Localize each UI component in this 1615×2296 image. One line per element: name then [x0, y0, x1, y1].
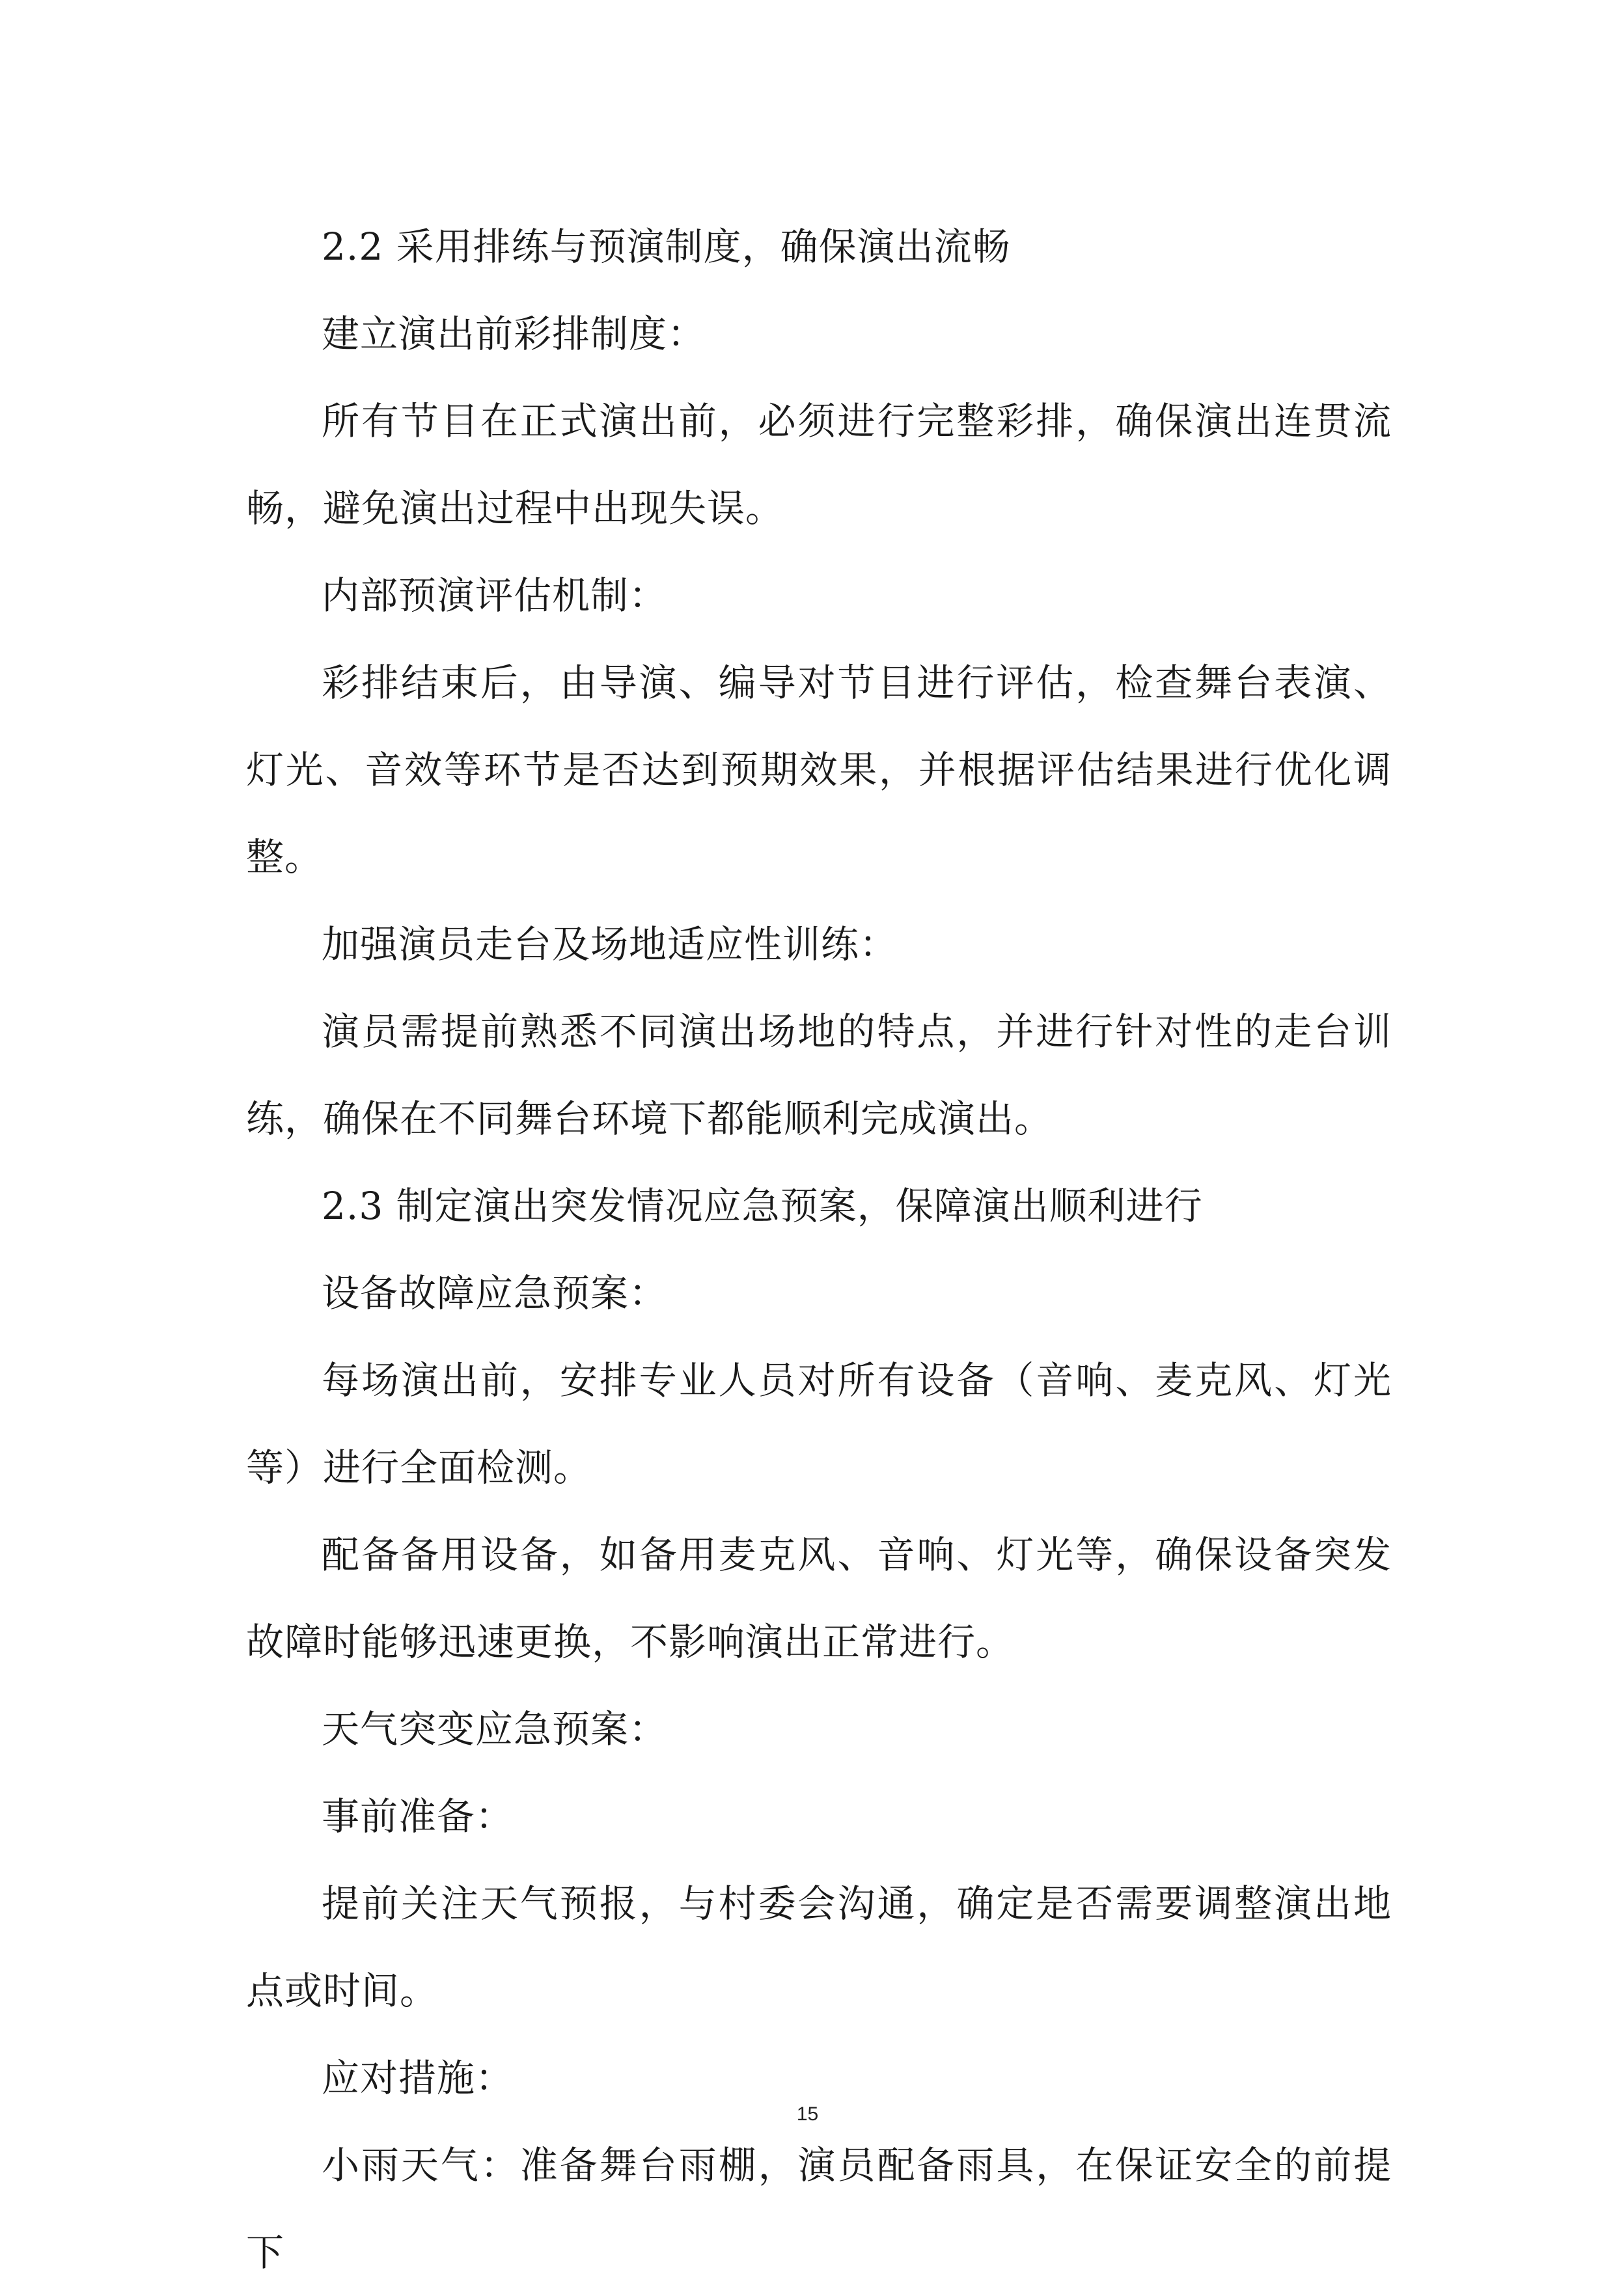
subheading-equipment-failure: 设备故障应急预案： — [322, 1271, 668, 1315]
subheading-weather-plan: 天气突变应急预案： — [322, 1707, 668, 1751]
document-body — [246, 203, 1392, 2296]
section-heading-2-2: 2.2 采用排练与预演制度，确保演出流畅 — [322, 225, 1011, 269]
paragraph-equipment-check: 每场演出前，安排专业人员对所有设备（音响、麦克风、灯光等）进行全面检测。 — [246, 1358, 1392, 1490]
paragraph-weather-forecast: 提前关注天气预报，与村委会沟通，确定是否需要调整演出地点或时间。 — [246, 1881, 1392, 2013]
paragraph-evaluation: 彩排结束后，由导演、编导对节目进行评估，检查舞台表演、灯光、音效等环节是否达到预期效果，并根据评估结果进行优化调整。 — [246, 661, 1392, 879]
paragraph-light-rain: 小雨天气：准备舞台雨棚，演员配备雨具，在保证安全的前提下 — [246, 2143, 1392, 2275]
page-number: 15 — [796, 2103, 819, 2125]
subheading-preparation: 事前准备： — [322, 1794, 514, 1838]
subheading-measures: 应对措施： — [322, 2056, 514, 2100]
paragraph-full-rehearsal: 所有节目在正式演出前，必须进行完整彩排，确保演出连贯流畅，避免演出过程中出现失误。 — [246, 399, 1392, 530]
subheading-stage-training: 加强演员走台及场地适应性训练： — [322, 922, 898, 966]
section-heading-2-3: 2.3 制定演出突发情况应急预案，保障演出顺利进行 — [322, 1184, 1203, 1228]
subheading-internal-evaluation: 内部预演评估机制： — [322, 573, 668, 618]
paragraph-backup-equipment: 配备备用设备，如备用麦克风、音响、灯光等，确保设备突发故障时能够迅速更换，不影响演出正常进行。 — [246, 1533, 1392, 1664]
subheading-rehearsal-system: 建立演出前彩排制度： — [322, 312, 706, 356]
paragraph-stage-training: 演员需提前熟悉不同演出场地的特点，并进行针对性的走台训练，确保在不同舞台环境下都能顺利完成演出。 — [246, 1009, 1392, 1141]
